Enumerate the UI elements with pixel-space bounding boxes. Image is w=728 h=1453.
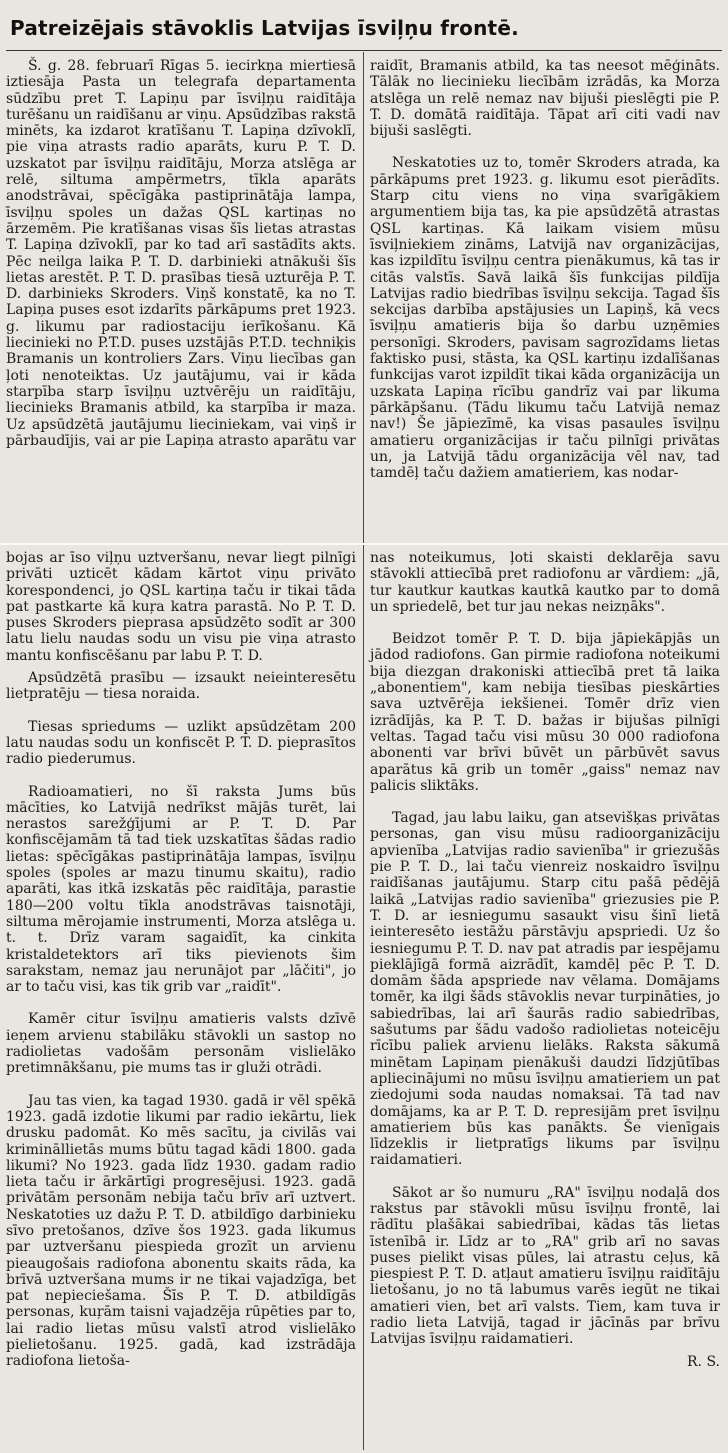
paragraph: nas noteikumus, ļoti skaisti deklarēja savu stāvokli attiecībā pret radiofonu ar vārdiem: „jā, tur kautkur kautkas kautkā kautko par to domā un spriedelē, bet tur jau nekas neizņāks". bbox=[370, 550, 720, 615]
page-fold-line bbox=[0, 543, 728, 545]
author-signature: R. S. bbox=[687, 1353, 720, 1370]
article-title: Patreizējais stāvoklis Latvijas īsviļņu frontē. bbox=[10, 16, 519, 40]
paragraph: Neskatoties uz to, tomēr Skroders atrada, ka pārkāpums pret 1923. g. likumu esot pierādīts. Starp citu viens no viņa svarīgākiem argumentiem bija tas, ka pie apsūdzētā atrastas QSL kartiņas. Kā laikam visiem mūsu īsviļniekiem zināms, Latvijā nav organizācijas, kas izpildītu īsviļņu centra pienākumus, kā tas ir citās valstīs. Savā laikā šīs funkcijas pildīja Latvijas radio biedrības īsviļņu sekcija. Tagad šīs sekcijas darbība apstājusies un Lapiņš, kā vecs īsviļņu amatieris bija šo darbu uzņēmies personīgi. Skroders, pavisam sagrozīdams lietas faktisko pusi, stāsta, ka QSL kartiņu izdalīšanas funkcijas varot izpildīt tikai kāda organizācija un uzskata Lapiņa rīcību gandrīz vai par likuma pārkāpšanu. (Tādu likumu taču Latvijā nemaz nav!) Še jāpiezīmē, ka visas pasaules īsviļņu amatieru organizācijas ir taču pilnīgi privātas un, ja Latvijā tādu organizācija vēl nav, tad tamdēļ taču dažiem amatieriem, kas nodar- bbox=[370, 155, 720, 482]
column-top-left bbox=[6, 58, 356, 455]
column-bottom-right bbox=[370, 550, 720, 1370]
paragraph: Š. g. 28. februarī Rīgas 5. iecirkņa miertiesā iztiesāja Pasta un telegrafa departamenta sūdzību pret T. Lapiņu par īsviļņu raidītāja turēšanu un raidīšanu ar viņu. Apsūdzības rakstā minēts, ka izdarot kratīšanu T. Lapiņa dzīvoklī, pie viņa atrasts radio aparāts, kuru P. T. D. uzskatot par īsviļņu raidītāju, Morza atslēga ar relē, siltuma ampērmetrs, tīkla aparāts anodstrāvai, spēcīgāka pastiprinātāja lampa, īsviļņu spoles un dažas QSL kartiņas no ārzemēm. Pie kratīšanas visas šīs lietas atrastas T. Lapiņa dzīvoklī, par ko tad arī sastādīts akts. Pēc neilga laika P. T. D. darbinieki atnākuši šīs lietas arestēt. P. T. D. prasības tiesā uzturēja P. T. D. darbinieks Skroders. Viņš konstatē, ka no T. Lapiņa puses esot izdarīts pārkāpums pret 1923. g. likumu par radiostaciju ierīkošanu. Kā liecinieki no P.T.D. puses uzstājās P.T.D. techniķis Bramanis un kontroliers Zars. Viņu liecības gan ļoti nenoteiktas. Uz jautājumu, vai ir kāda starpība starp īsviļņu uztvērēju un raidītāju, liecinieks Bramanis atbild, ka starpība ir maza. Uz apsūdzētā jautājumu lieciniekam, vai viņš ir pārbaudījis, vai ar pie Lapiņa atrasto aparātu var bbox=[6, 58, 356, 449]
title-rule bbox=[6, 50, 722, 51]
column-top-right bbox=[370, 58, 720, 487]
paragraph: Tiesas spriedums — uzlikt apsūdzētam 200 latu naudas sodu un konfiscēt P. T. D. pieprasītos radio piederumus. bbox=[6, 718, 356, 768]
paragraph: Tagad, jau labu laiku, gan atsevišķas privātas personas, gan visu mūsu radioorganizāciju apvienība „Latvijas radio savienība" ir griezušās pie P. T. D., lai taču vienreiz noskaidro īsviļņu raidīšanas jautājumu. Starp citu pašā pēdējā laikā „Latvijas radio savienība" griezusies pie P. T. D. ar iesniegumu sasaukt visu šinī lietā ieinteresēto iestāžu pārstāvju apspriedi. Uz šo iesniegumu P. T. D. nav pat atradis par iespējamu pieklājīgā formā aizrādīt, kamdēļ pēc P. T. D. domām šāda apspriede nav vēlama. Domājams tomēr, ka ilgi šāds stāvoklis nevar turpināties, jo sabiedrības, lai arī šaurās radio sabiedrības, sašutums par šādu vadošo radiolietas noteicēju rīcību paliek arvienu lielāks. Raksta sākumā minētam Lapiņam pienākuši daudzi līdzjūtības apliecinājumi no mūsu īsviļņu amatieriem un pat ziedojumi soda naudas nomaksai. Tā tad nav domājams, ka ar P. T. D. represijām pret īsviļņu amatieriem būs kas panākts. Še vienīgais līdzeklis ir lietpratīgs likums par īsviļņu raidamatieri. bbox=[370, 810, 720, 1169]
paragraph: Beidzot tomēr P. T. D. bija jāpiekāpjās un jādod radiofons. Gan pirmie radiofona noteikumi bija diezgan drakoniski attiecībā pret tā laika „abonentiem", kam nebija tiesības pieskārties sava uztvērēja iekšienei. Tomēr drīz vien izrādījās, ka P. T. D. bažas ir bijušas pilnīgi veltas. Tagad taču visi mūsu 30 000 radiofona abonenti var brīvi būvēt un pārbūvēt savus aparātus kā grib un tomēr „gaiss" nemaz nav palicis sliktāks. bbox=[370, 631, 720, 794]
paragraph: Sākot ar šo numuru „RA" īsviļņu nodaļā dos rakstus par stāvokli mūsu īsviļņu frontē, lai rādītu plašākai sabiedrībai, kādas tās lietas īstenībā ir. Līdz ar to „RA" grib arī no savas puses pielikt visas pūles, lai atrastu ceļus, kā piespiest P. T. D. atļaut amatieru īsviļņu raidītāju lietošanu, jo no tā labumus varēs iegūt ne tikai amatieri vien, bet arī valsts. Tiem, kam tuva ir radio lieta Latvijā, tagad ir jācīnās par brīvu Latvijas īsviļņu raidamatieri. bbox=[370, 1184, 720, 1348]
paragraph: Jau tas vien, ka tagad 1930. gadā ir vēl spēkā 1923. gadā izdotie likumi par radio iekārtu, liek drusku padomāt. Ko mēs sacītu, ja civilās vai krimināllietās mums būtu tagad kādi 1800. gada likumi? No 1923. gada līdz 1930. gadam radio lieta taču ir ārkārtīgi progresējusi. 1923. gadā privātām personām nebija taču brīv arī uztvert. Neskatoties uz dažu P. T. D. atbildīgo darbinieku sīvo pretošanos, dzīve šos 1923. gada likumus par uztveršanu piespieda grozīt un arvienu pieaugošais radiofona abonentu skaits rāda, ka brīvā uztveršana mums ir ne tikai vajadzīga, bet pat nepieciešama. Šīs P. T. D. atbildīgās personas, kuŗām taisni vajadzēja rūpēties par to, lai radio lietas mūsu valstī atrod vislielāko pielietošanu. 1925. gadā, kad izstrādāja radiofona lietoša- bbox=[6, 1092, 356, 1370]
paragraph: Kamēr citur īsviļņu amatieris valsts dzīvē ieņem arvienu stabilāku stāvokli un sastop no radiolietas vadošām personām vislielāko pretimnākšanu, pie mums tas ir gluži otrādi. bbox=[6, 1011, 356, 1077]
paragraph: Apsūdzētā prasību — izsaukt neieinteresētu lietpratēju — tiesa noraida. bbox=[6, 670, 356, 703]
paragraph: raidīt, Bramanis atbild, ka tas neesot mēģināts. Tālāk no liecinieku liecībām izrādās, ka Morza atslēga un relē nemaz nav bijuši pieslēgti pie P. T. D. domātā raidītāja. Tāpat arī citi vadi nav bijuši saslēgti. bbox=[370, 58, 720, 140]
column-divider bbox=[363, 52, 364, 1450]
column-bottom-left bbox=[6, 550, 356, 1376]
paragraph: bojas ar īso viļņu uztveršanu, nevar liegt pilnīgi privāti uzticēt kādam kārtot viņu privāto korespondenci, jo QSL kartiņa taču ir tikai tāda pat pastkarte kā kuŗa katra parastā. No P. T. D. puses Skroders pieprasa apsūdzēto sodīt ar 300 latu lielu naudas sodu un visu pie viņa atrasto mantu konfiscēšanu par labu P. T. D. bbox=[6, 550, 356, 664]
paragraph: Radioamatieri, no šī raksta Jums būs mācīties, ko Latvijā nedrīkst mājās turēt, lai nerastos sarežģījumi ar P. T. D. Par konfiscējamām tā tad tiek uzskatītas šādas radio lietas: spēcīgākas pastiprinātāja lampas, īsviļņu spoles (spoles ar mazu tinumu skaitu), radio aparāti, kas itkā izskatās pēc raidītāja, parastie 180—200 voltu tīkla anodstrāvas taisnotāji, siltuma mērojamie instrumenti, Morza atslēga u. t. t. Drīz varam sagaidīt, ka cinkita kristaldetektors arī tiks pievienots šim sarakstam, nemaz jau nerunājot par „lāčiti", jo ar to taču visi, kas tik grib var „raidīt". bbox=[6, 783, 356, 996]
